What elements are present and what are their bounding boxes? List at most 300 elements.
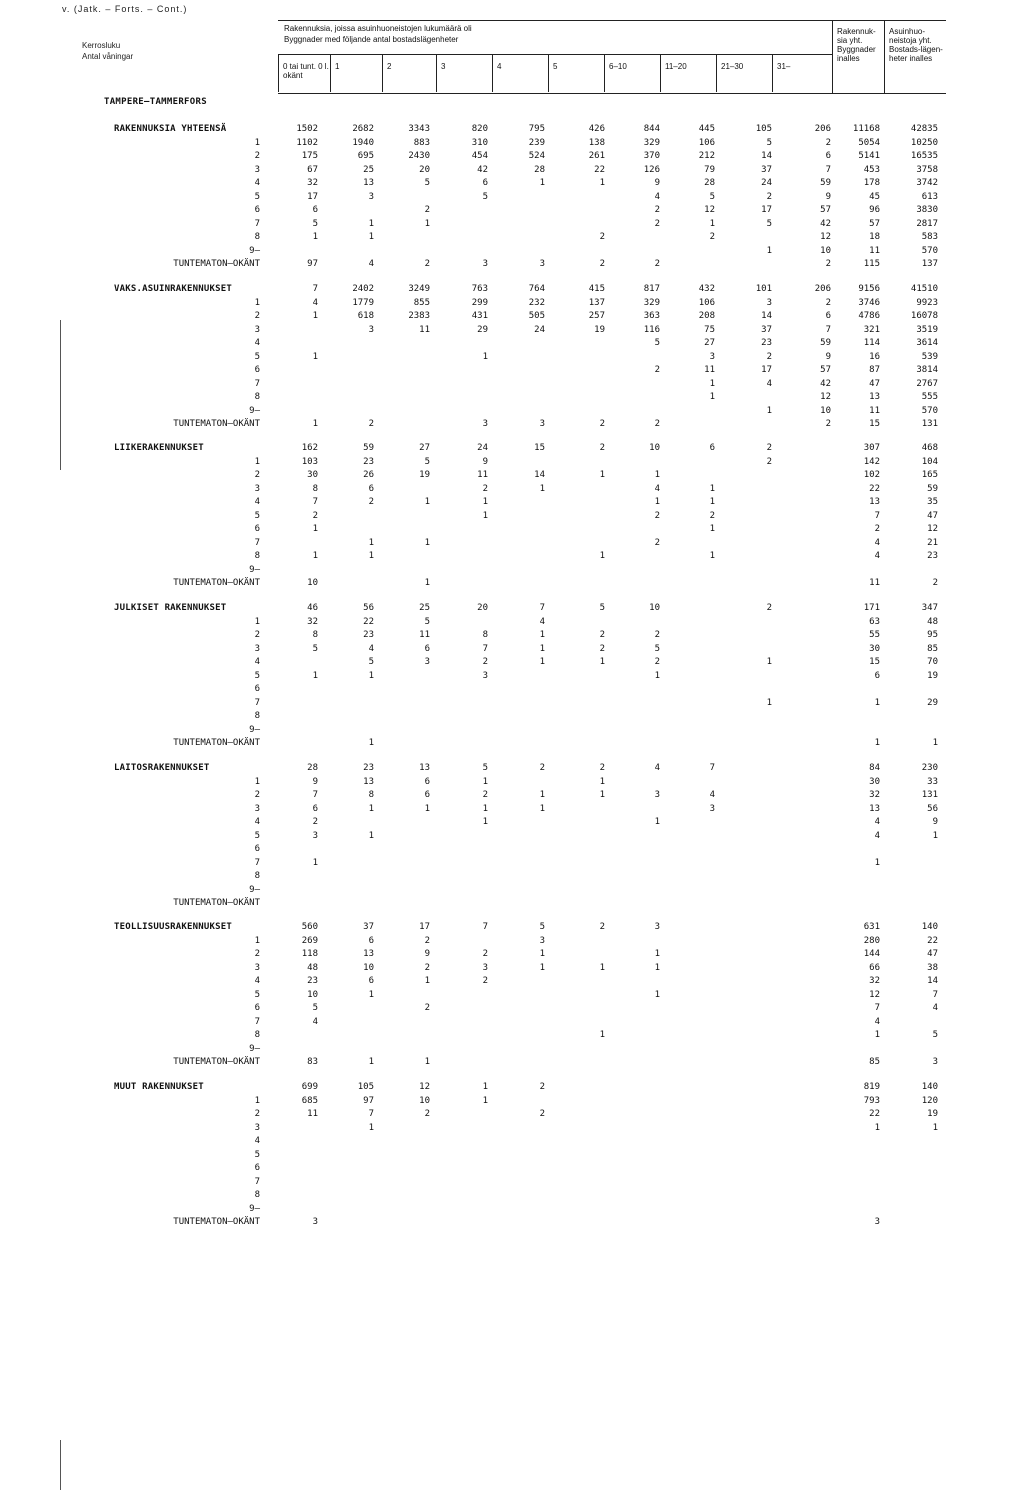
row-label: 7 — [254, 378, 260, 389]
table-cell: 22 — [869, 1109, 880, 1119]
table-cell: 257 — [588, 311, 605, 321]
table-cell: 55 — [869, 630, 880, 640]
table-row — [0, 565, 1024, 577]
row-label: 8 — [254, 711, 260, 721]
table-cell: 3 — [482, 670, 488, 681]
row-label: 3 — [254, 483, 260, 494]
table-cell: 239 — [528, 137, 545, 148]
table-cell: 763 — [471, 284, 488, 294]
table-cell: 1 — [599, 962, 605, 973]
row-label: 1 — [254, 776, 260, 787]
table-row — [0, 365, 1024, 377]
table-cell: 1 — [424, 1057, 430, 1067]
table-cell: 3830 — [916, 205, 938, 215]
table-cell: 1 — [539, 483, 545, 494]
table-cell: 1 — [312, 311, 318, 321]
table-row — [0, 963, 1024, 975]
table-cell: 685 — [301, 1095, 318, 1106]
row-label: 9– — [249, 1203, 260, 1214]
row-label: 7 — [254, 1016, 260, 1027]
table-cell: 8 — [482, 630, 488, 640]
table-row — [0, 949, 1024, 961]
table-cell: 13 — [869, 803, 880, 814]
table-cell: 2 — [539, 763, 545, 773]
table-row — [0, 325, 1024, 337]
table-cell: 1 — [874, 697, 880, 708]
table-cell: 2 — [709, 232, 715, 242]
table-cell: 27 — [419, 443, 430, 453]
table-cell: 9 — [482, 456, 488, 467]
table-cell: 3 — [482, 259, 488, 269]
table-cell: 11 — [419, 324, 430, 335]
table-cell: 17 — [761, 365, 772, 375]
table-cell: 432 — [698, 284, 715, 294]
table-cell: 7 — [312, 497, 318, 507]
table-cell: 28 — [704, 178, 715, 188]
row-label: 3 — [254, 643, 260, 654]
row-label: TUNTEMATON–OKÄNT — [173, 1057, 260, 1067]
table-cell: 5 — [312, 643, 318, 654]
table-cell: 22 — [363, 616, 374, 627]
table-row — [0, 698, 1024, 710]
table-cell: 47 — [927, 510, 938, 521]
table-cell: 103 — [301, 456, 318, 467]
sub-column-header: 21–30 — [716, 54, 772, 92]
table-row — [0, 1044, 1024, 1056]
sub-column-header: 0 tai tunt. 0 l. okänt — [278, 54, 330, 92]
table-cell: 5 — [766, 218, 772, 229]
table-cell: 79 — [704, 164, 715, 175]
row-label: 4 — [254, 338, 260, 348]
table-cell: 6 — [424, 643, 430, 654]
table-cell: 1 — [539, 178, 545, 188]
section-total-row — [0, 922, 1024, 934]
table-cell: 329 — [643, 137, 660, 148]
table-cell: 30 — [307, 470, 318, 480]
table-cell: 56 — [927, 803, 938, 814]
table-cell: 5 — [312, 218, 318, 229]
table-cell: 7 — [368, 1109, 374, 1119]
table-cell: 106 — [698, 297, 715, 308]
table-cell: 2 — [766, 603, 772, 613]
table-cell: 6 — [482, 178, 488, 188]
table-cell: 3 — [766, 297, 772, 308]
table-cell: 142 — [863, 456, 880, 467]
table-cell: 4 — [874, 830, 880, 841]
row-label: 5 — [254, 1149, 260, 1160]
table-cell: 1 — [654, 470, 660, 480]
table-cell: 1 — [368, 232, 374, 242]
table-cell: 230 — [921, 763, 938, 773]
table-row — [0, 165, 1024, 177]
table-cell: 206 — [814, 284, 831, 294]
row-label: 5 — [254, 670, 260, 681]
table-cell: 105 — [357, 1082, 374, 1092]
scan-margin-rule — [60, 320, 61, 470]
table-cell: 4 — [654, 191, 660, 202]
row-label: 1 — [254, 616, 260, 627]
table-cell: 165 — [921, 470, 938, 480]
table-cell: 24 — [534, 324, 545, 335]
table-cell: 1 — [599, 657, 605, 667]
table-cell: 2430 — [408, 151, 430, 161]
section-total-row — [0, 284, 1024, 296]
table-row — [0, 831, 1024, 843]
table-cell: 2 — [599, 630, 605, 640]
row-label: TUNTEMATON–OKÄNT — [173, 898, 260, 908]
table-cell: 24 — [477, 443, 488, 453]
table-cell: 97 — [307, 259, 318, 269]
table-row — [0, 151, 1024, 163]
table-cell: 1 — [482, 817, 488, 827]
table-row — [0, 138, 1024, 150]
row-label: 9– — [249, 245, 260, 256]
table-cell: 23 — [307, 976, 318, 986]
table-cell: 96 — [869, 205, 880, 215]
table-cell: 6 — [424, 776, 430, 787]
table-cell: 3 — [654, 922, 660, 932]
table-cell: 26 — [363, 470, 374, 480]
table-cell: 6 — [825, 151, 831, 161]
table-row — [0, 1030, 1024, 1042]
table-cell: 84 — [869, 763, 880, 773]
table-cell: 59 — [363, 443, 374, 453]
table-cell: 4 — [874, 817, 880, 827]
table-cell: 32 — [307, 178, 318, 188]
table-cell: 10 — [307, 989, 318, 1000]
table-cell: 104 — [921, 456, 938, 467]
table-row — [0, 711, 1024, 723]
table-cell: 1502 — [296, 124, 318, 134]
table-cell: 9 — [424, 949, 430, 959]
table-cell: 817 — [643, 284, 660, 294]
table-cell: 144 — [863, 949, 880, 959]
table-row — [0, 1017, 1024, 1029]
table-cell: 23 — [363, 630, 374, 640]
table-cell: 3 — [932, 1057, 938, 1067]
row-label: 5 — [254, 191, 260, 202]
table-cell: 2 — [654, 419, 660, 429]
table-cell: 1 — [709, 524, 715, 534]
table-cell: 32 — [869, 976, 880, 986]
section-total-row — [0, 124, 1024, 136]
table-row — [0, 1003, 1024, 1015]
row-label: 7 — [254, 218, 260, 229]
table-cell: 2383 — [408, 311, 430, 321]
table-cell: 3249 — [408, 284, 430, 294]
table-cell: 555 — [921, 392, 938, 402]
table-cell: 2 — [424, 205, 430, 215]
table-cell: 3758 — [916, 164, 938, 175]
table-cell: 2 — [424, 935, 430, 946]
table-cell: 5 — [482, 191, 488, 202]
table-cell: 2 — [654, 365, 660, 375]
table-cell: 1 — [766, 697, 772, 708]
table-cell: 310 — [471, 137, 488, 148]
table-cell: 22 — [869, 483, 880, 494]
row-label: 7 — [254, 697, 260, 708]
table-cell: 7 — [825, 164, 831, 175]
table-cell: 85 — [927, 643, 938, 654]
table-cell: 4 — [874, 537, 880, 548]
table-cell: 42 — [820, 378, 831, 389]
table-cell: 10 — [307, 578, 318, 588]
table-cell: 70 — [927, 657, 938, 667]
table-cell: 1 — [654, 949, 660, 959]
table-cell: 175 — [301, 151, 318, 161]
row-label: 5 — [254, 351, 260, 362]
row-label: 6 — [254, 844, 260, 854]
table-cell: 2 — [599, 232, 605, 242]
table-cell: 329 — [643, 297, 660, 308]
table-cell: 3 — [874, 1217, 880, 1227]
row-label: 4 — [254, 817, 260, 827]
table-cell: 178 — [863, 178, 880, 188]
table-cell: 48 — [307, 962, 318, 973]
table-cell: 280 — [863, 935, 880, 946]
table-cell: 2 — [654, 259, 660, 269]
table-cell: 9923 — [916, 297, 938, 308]
table-cell: 7 — [312, 284, 318, 294]
row-label: 8 — [254, 232, 260, 242]
table-cell: 67 — [307, 164, 318, 175]
table-cell: 1 — [424, 537, 430, 548]
table-cell: 1 — [368, 551, 374, 561]
table-cell: 16 — [869, 351, 880, 362]
table-row — [0, 392, 1024, 404]
table-cell: 138 — [588, 137, 605, 148]
table-cell: 19 — [927, 1109, 938, 1119]
table-cell: 2 — [766, 191, 772, 202]
table-cell: 2 — [424, 259, 430, 269]
table-cell: 59 — [820, 338, 831, 348]
table-cell: 560 — [301, 922, 318, 932]
table-cell: 1 — [654, 989, 660, 1000]
table-row — [0, 352, 1024, 364]
table-cell: 29 — [477, 324, 488, 335]
unknown-floor-row — [0, 738, 1024, 750]
table-cell: 11 — [869, 405, 880, 416]
sub-column-header: 31– — [772, 54, 832, 92]
table-cell: 3 — [654, 790, 660, 800]
table-cell: 631 — [863, 922, 880, 932]
table-cell: 38 — [927, 962, 938, 973]
table-cell: 7 — [709, 763, 715, 773]
table-cell: 583 — [921, 232, 938, 242]
table-cell: 47 — [869, 378, 880, 389]
table-cell: 4 — [312, 297, 318, 308]
table-cell: 1 — [599, 790, 605, 800]
table-cell: 3614 — [916, 338, 938, 348]
table-cell: 3 — [368, 324, 374, 335]
table-cell: 2 — [482, 657, 488, 667]
table-cell: 206 — [814, 124, 831, 134]
table-cell: 25 — [419, 603, 430, 613]
table-cell: 1 — [932, 738, 938, 748]
table-cell: 8 — [368, 790, 374, 800]
table-cell: 2 — [424, 1003, 430, 1013]
table-row — [0, 406, 1024, 418]
city-heading: TAMPERE–TAMMERFORS — [104, 97, 207, 107]
table-cell: 2682 — [352, 124, 374, 134]
table-cell: 1 — [482, 497, 488, 507]
table-cell: 1 — [424, 976, 430, 986]
table-cell: 97 — [363, 1095, 374, 1106]
table-cell: 699 — [301, 1082, 318, 1092]
table-cell: 32 — [869, 790, 880, 800]
table-cell: 1 — [424, 218, 430, 229]
table-cell: 1 — [482, 351, 488, 362]
table-cell: 10 — [649, 603, 660, 613]
table-cell: 140 — [921, 922, 938, 932]
row-label: 2 — [254, 470, 260, 480]
table-cell: 3343 — [408, 124, 430, 134]
table-row — [0, 617, 1024, 629]
table-cell: 1 — [932, 830, 938, 841]
table-cell: 2 — [654, 205, 660, 215]
table-cell: 1 — [766, 245, 772, 256]
table-cell: 1 — [368, 670, 374, 681]
table-row — [0, 511, 1024, 523]
table-cell: 45 — [869, 191, 880, 202]
unknown-floor-row — [0, 259, 1024, 271]
row-label: 9– — [249, 1043, 260, 1054]
table-cell: 2 — [599, 922, 605, 932]
table-cell: 20 — [419, 164, 430, 175]
table-cell: 35 — [927, 497, 938, 507]
table-cell: 1 — [312, 670, 318, 681]
table-cell: 56 — [363, 603, 374, 613]
table-cell: 19 — [927, 670, 938, 681]
table-row — [0, 671, 1024, 683]
table-cell: 95 — [927, 630, 938, 640]
table-cell: 2 — [654, 218, 660, 229]
row-label: MUUT RAKENNUKSET — [114, 1082, 204, 1092]
table-cell: 9 — [932, 817, 938, 827]
table-cell: 299 — [471, 297, 488, 308]
table-cell: 11 — [307, 1109, 318, 1119]
table-cell: 1 — [654, 670, 660, 681]
table-row — [0, 192, 1024, 204]
table-cell: 19 — [594, 324, 605, 335]
table-cell: 3742 — [916, 178, 938, 188]
table-row — [0, 1204, 1024, 1216]
table-cell: 22 — [927, 935, 938, 946]
table-cell: 764 — [528, 284, 545, 294]
table-cell: 137 — [588, 297, 605, 308]
table-cell: 505 — [528, 311, 545, 321]
table-cell: 1 — [482, 1082, 488, 1092]
table-cell: 4786 — [858, 311, 880, 321]
table-cell: 7 — [482, 643, 488, 654]
row-label: 1 — [254, 137, 260, 148]
row-label: TUNTEMATON–OKÄNT — [173, 1217, 260, 1227]
table-cell: 1 — [599, 178, 605, 188]
table-cell: 5 — [654, 338, 660, 348]
row-label: 4 — [254, 178, 260, 188]
table-cell: 212 — [698, 151, 715, 161]
row-label: LAITOSRAKENNUKSET — [114, 763, 210, 773]
table-cell: 6 — [312, 803, 318, 814]
table-cell: 10 — [419, 1095, 430, 1106]
row-label: 2 — [254, 1109, 260, 1119]
table-cell: 3746 — [858, 297, 880, 308]
table-cell: 613 — [921, 191, 938, 202]
table-cell: 12 — [820, 392, 831, 402]
row-label: 8 — [254, 871, 260, 881]
row-label: 3 — [254, 803, 260, 814]
table-cell: 2 — [482, 790, 488, 800]
table-cell: 5 — [599, 603, 605, 613]
sub-column-header: 6–10 — [604, 54, 660, 92]
table-row — [0, 1123, 1024, 1135]
row-label: 8 — [254, 392, 260, 402]
table-cell: 1 — [539, 790, 545, 800]
table-cell: 10 — [820, 405, 831, 416]
table-cell: 2 — [766, 443, 772, 453]
table-cell: 4 — [766, 378, 772, 389]
row-label: 7 — [254, 1176, 260, 1187]
table-cell: 453 — [863, 164, 880, 175]
page-fragment-header: v. (Jatk. – Forts. – Cont.) — [62, 4, 188, 14]
table-row — [0, 219, 1024, 231]
table-cell: 2 — [874, 524, 880, 534]
table-cell: 1940 — [352, 137, 374, 148]
table-cell: 3519 — [916, 324, 938, 335]
table-cell: 5 — [932, 1030, 938, 1040]
table-cell: 3 — [539, 419, 545, 429]
table-cell: 1779 — [352, 297, 374, 308]
table-cell: 2767 — [916, 378, 938, 389]
table-cell: 1 — [709, 392, 715, 402]
table-cell: 8 — [312, 483, 318, 494]
table-cell: 1 — [312, 232, 318, 242]
row-label: 4 — [254, 976, 260, 986]
row-label: TUNTEMATON–OKÄNT — [173, 419, 260, 429]
table-cell: 22 — [594, 164, 605, 175]
row-label: 7 — [254, 537, 260, 548]
row-label: 2 — [254, 630, 260, 640]
table-cell: 1 — [368, 830, 374, 841]
table-cell: 1 — [599, 1030, 605, 1040]
table-cell: 695 — [357, 151, 374, 161]
table-cell: 7 — [482, 922, 488, 932]
table-cell: 32 — [307, 616, 318, 627]
table-row — [0, 790, 1024, 802]
table-row — [0, 538, 1024, 550]
row-label: JULKISET RAKENNUKSET — [114, 603, 227, 613]
table-cell: 2817 — [916, 218, 938, 229]
table-row — [0, 817, 1024, 829]
sub-column-header: 3 — [436, 54, 492, 92]
table-row — [0, 644, 1024, 656]
table-cell: 3 — [709, 803, 715, 814]
sub-column-header: 11–20 — [660, 54, 716, 92]
row-label: 6 — [254, 1003, 260, 1013]
table-cell: 11168 — [852, 124, 880, 134]
row-label: 6 — [254, 365, 260, 375]
table-cell: 2 — [766, 456, 772, 467]
table-cell: 115 — [863, 259, 880, 269]
table-row — [0, 885, 1024, 897]
table-cell: 855 — [413, 297, 430, 308]
table-cell: 116 — [643, 324, 660, 335]
table-cell: 2 — [654, 537, 660, 548]
table-cell: 42835 — [910, 124, 938, 134]
table-cell: 7 — [874, 510, 880, 521]
table-cell: 1 — [312, 419, 318, 429]
row-label: 9– — [249, 724, 260, 735]
